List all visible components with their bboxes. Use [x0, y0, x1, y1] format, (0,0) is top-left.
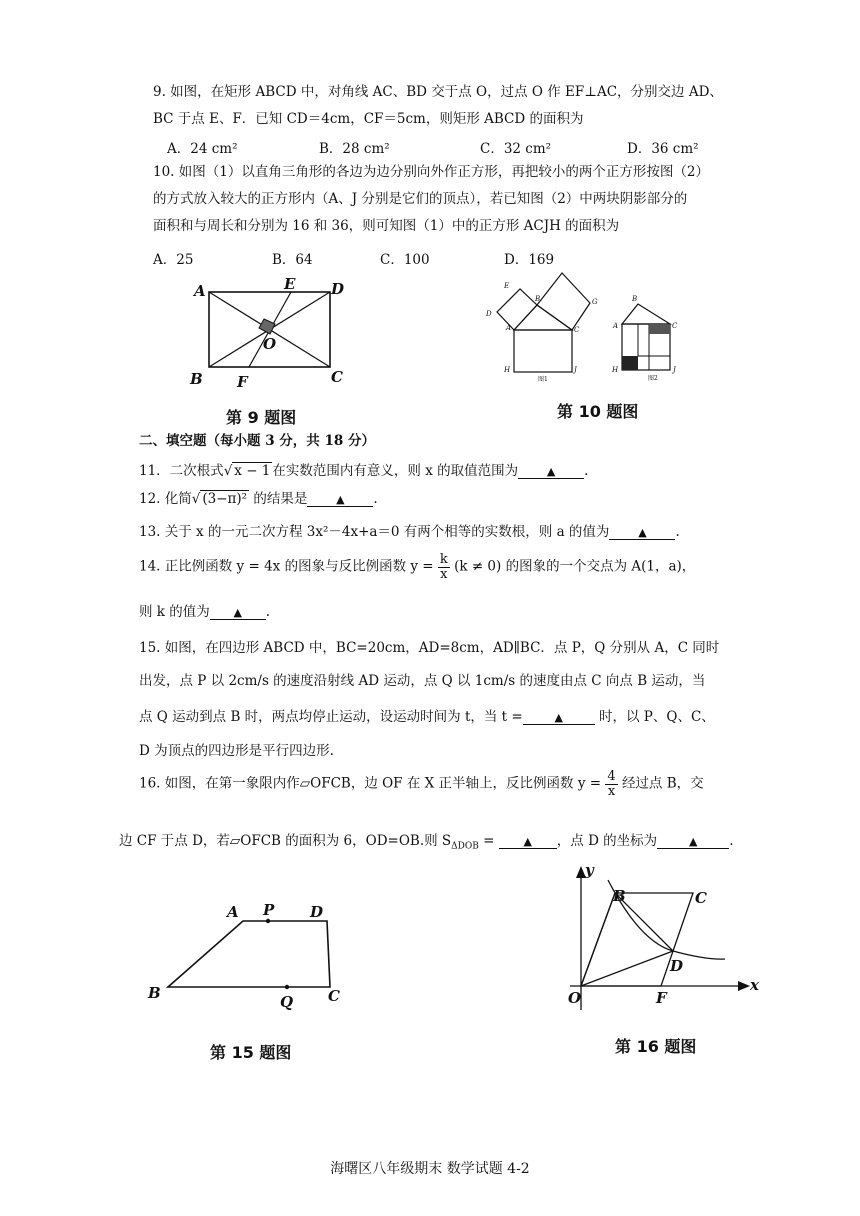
fig10-1-label-g: G — [592, 298, 598, 306]
fig9-label-c: C — [331, 368, 343, 386]
q16-coord-blank: ▲ — [657, 835, 729, 849]
q11: 11．二次根式√ x − 1 在实数范围内有意义，则 x 的取值范围为 ▲ . — [139, 463, 589, 479]
fig10-2-label-b: B — [632, 295, 638, 303]
fig10-1-label-j: J — [574, 366, 577, 374]
q9-line-1: 9. 如图，在矩形 ABCD 中，对角线 AC、BD 交于点 O，过点 O 作 EF⊥AC，分别交边 AD、 — [153, 84, 723, 100]
fig10-1-caption: 图1 — [538, 376, 548, 383]
q9-option-b: B．28 cm² — [319, 141, 390, 157]
q11-pre: 11．二次根式 — [139, 463, 224, 479]
fig15-label-b: B — [148, 984, 161, 1002]
q10-line-1: 10. 如图（1）以直角三角形的各边为边分别向外作正方形，再把较小的两个正方形按图（2） — [153, 164, 709, 180]
q12-pre: 12. 化简 — [139, 491, 192, 507]
fig9-label-b: B — [190, 370, 203, 388]
q10-line-2: 的方式放入较大的正方形内（A、J 分别是它们的顶点），若已知图（2）中两块阴影部分的 — [153, 191, 688, 207]
fig9-label-d: D — [331, 280, 345, 298]
fig9-caption: 第 9 题图 — [226, 408, 297, 427]
q9-option-d: D．36 cm² — [627, 141, 699, 157]
fig15-label-d: D — [310, 903, 324, 921]
fig10-1-label-c: C — [574, 326, 580, 334]
q9-option-a: A．24 cm² — [167, 141, 238, 157]
fig10-2-label-h: H — [612, 366, 619, 374]
page-footer: 海曙区八年级期末 数学试题 4-2 — [330, 1161, 530, 1177]
fig15-label-p: P — [263, 901, 275, 919]
fig15-caption: 第 15 题图 — [210, 1043, 292, 1062]
q14-line-1 — [139, 553, 695, 581]
figure-15 — [140, 895, 360, 1010]
fig9-label-e: E — [284, 275, 296, 293]
q10-line-3: 面积和与周长和分别为 16 和 36，则可知图（1）中的正方形 ACJH 的面积为 — [153, 218, 620, 234]
q15-line-1: 15. 如图，在四边形 ABCD 中，BC=20cm，AD=8cm，AD∥BC．点 P，Q 分别从 A，C 同时 — [139, 640, 720, 656]
fig15-label-a: A — [227, 903, 239, 921]
q12-radicand: (3−π)² — [202, 491, 248, 507]
q11-radicand: x − 1 — [234, 463, 271, 479]
fig16-label-f: F — [656, 989, 667, 1007]
q11-post: 在实数范围内有意义，则 x 的取值范围为 — [272, 463, 519, 479]
q10-option-b: B．64 — [272, 252, 313, 268]
q10-option-c: C．100 — [380, 252, 430, 268]
fig9-label-o: O — [263, 335, 277, 353]
q9-line-2: BC 于点 E、F．已知 CD＝4cm，CF＝5cm，则矩形 ABCD 的面积为 — [153, 111, 584, 127]
q11-answer-blank: ▲ — [518, 465, 584, 479]
fig10-2-label-j: J — [673, 366, 676, 374]
q14-post: (k ≠ 0) 的图象的一个交点为 A(1，a)， — [454, 558, 696, 575]
fig15-label-q: Q — [280, 993, 294, 1011]
section-2-title: 二、填空题（每小题 3 分，共 18 分） — [139, 433, 375, 449]
fig10-2-label-a: A — [613, 322, 619, 330]
fig15-label-c: C — [328, 987, 340, 1005]
q13-answer-blank: ▲ — [609, 526, 675, 540]
fig16-label-c: C — [695, 889, 707, 907]
q14-fraction: $\frac{k}{x}$ — [439, 552, 448, 582]
q16-line-1: 16. 如图，在第一象限内作▱OFCB，边 OF 在 X 正半轴上，反比例函数 y = $\frac{4}{x}$ 经过点 B，交 — [139, 769, 704, 799]
figure-9 — [180, 272, 360, 394]
fig10-2-caption: 图2 — [648, 375, 658, 382]
fig9-label-f: F — [237, 373, 248, 391]
fig9-label-a: A — [194, 282, 206, 300]
q14-answer-blank: ▲ — [210, 606, 266, 620]
q16-line-2: 边 CF 于点 D，若▱OFCB 的面积为 6，OD=OB.则 $S_{\Delta DOB}$ = ▲ ，点 D 的坐标为 ▲ . — [119, 833, 734, 852]
q14-pre: 14. 正比例函数 y = 4x 的图象与反比例函数 y = — [139, 558, 434, 575]
fig10-caption: 第 10 题图 — [557, 402, 639, 421]
q13: 13. 关于 x 的一元二次方程 3x²－4x+a＝0 有两个相等的实数根，则 a 的值为 ▲ . — [139, 524, 680, 540]
fig16-label-d: D — [670, 957, 684, 975]
fig16-label-x: x — [750, 976, 759, 994]
figure-10 — [478, 268, 698, 386]
q15-line-2: 出发，点 P 以 2cm/s 的速度沿射线 AD 运动，点 Q 以 1cm/s 的速度由点 C 向点 B 运动，当 — [139, 673, 706, 689]
figure-16 — [560, 860, 770, 1025]
fig16-label-o: O — [568, 989, 582, 1007]
q15-answer-blank: ▲ — [523, 711, 595, 725]
q15-line-3: 点 Q 运动到点 B 时，两点均停止运动，设运动时间为 t，当 t = ▲ 时，以 P、Q、C、 — [139, 709, 715, 725]
q12-answer-blank: ▲ — [307, 493, 373, 507]
fig10-1-label-h: H — [504, 366, 511, 374]
q12: 12. 化简√ (3−π)² 的结果是 ▲ . — [139, 491, 378, 507]
q16-area-blank: ▲ — [499, 835, 557, 849]
q15-line-4: D 为顶点的四边形是平行四边形. — [139, 743, 334, 759]
fig16-label-y: y — [585, 861, 594, 879]
q9-option-c: C．32 cm² — [480, 141, 552, 157]
q16-fraction: $\frac{4}{x}$ — [607, 769, 616, 799]
fig16-caption: 第 16 题图 — [615, 1037, 697, 1056]
fig10-1-label-b: B — [535, 295, 541, 303]
q12-post: 的结果是 — [253, 491, 308, 507]
fig10-1-label-a: A — [506, 324, 512, 332]
fig10-1-label-e: E — [504, 282, 510, 290]
fig16-label-b: B — [613, 887, 626, 905]
q13-text: 13. 关于 x 的一元二次方程 3x²－4x+a＝0 有两个相等的实数根，则 a 的值为 — [139, 524, 610, 540]
fig10-1-label-d: D — [486, 310, 492, 318]
q14-line-2: 则 k 的值为 ▲ . — [139, 604, 271, 620]
q10-option-d: D．169 — [504, 252, 555, 268]
fig10-2-label-c: C — [672, 322, 678, 330]
q10-option-a: A．25 — [153, 252, 194, 268]
